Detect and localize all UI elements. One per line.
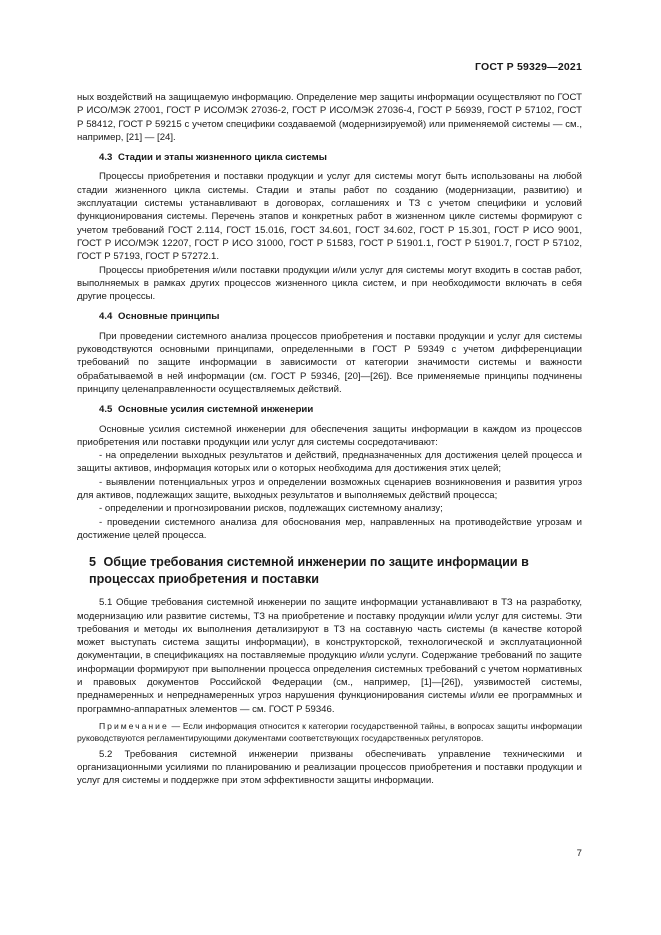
page-number: 7 xyxy=(576,848,582,859)
subsection-4-3-heading xyxy=(77,151,582,164)
subsection-title: Стадии и этапы жизненного цикла системы xyxy=(118,152,327,164)
subsection-number: 4.3 xyxy=(99,152,113,164)
subsection-4-3-paragraph-2: Процессы приобретения и/или поставки продукции и/или услуг для системы могут входить в состав работ, выполняемых в рамках других процессов жизненного цикла систем, и при необходимости включать в себя другие процессы. xyxy=(77,264,582,303)
document-code-header: ГОСТ Р 59329—2021 xyxy=(474,61,582,73)
clause-5-2-paragraph: 5.2 Требования системной инженерии призваны обеспечивать управление техническими и организационными усилиями по планированию и реализации процессов приобретения и поставки продукции и услуг для системы и поддержке при этом эффективности защиты информации. xyxy=(77,748,582,787)
list-item: - выявлении потенциальных угроз и определении возможных сценариев возникновения и развития угроз для активов, подлежащих защите, выходных результатов и выполняемых действий процесса; xyxy=(77,476,582,502)
subsection-title: Основные усилия системной инженерии xyxy=(118,404,314,416)
note-paragraph xyxy=(77,720,582,744)
subsection-4-4-paragraph-1: При проведении системного анализа процессов приобретения и поставки продукции и услуг для системы руководствуются основными принципами, определенными в ГОСТ Р 59349 с учетом дифференциации требований по защите информации в зависимости от категории значимости системы и важности обрабатываемой в ней информации (см. ГОСТ Р 59346, [20]—[26]). Все применяемые принципы подчинены принципу целенаправленности осуществляемых действий. xyxy=(77,330,582,395)
subsection-number: 4.4 xyxy=(99,311,113,323)
subsection-4-5-paragraph-1: Основные усилия системной инженерии для обеспечения защиты информации в каждом из процессов приобретения или поставки продукции или услуг для системы сосредотачивают: xyxy=(77,423,582,448)
section-5-heading xyxy=(77,554,582,587)
continued-paragraph: ных воздействий на защищаемую информацию. Определение мер защиты информации осуществляют по ГОСТ Р ИСО/МЭК 27001, ГОСТ Р ИСО/МЭК 27036-2, ГОСТ Р ИСО/МЭК 27036-4, ГОСТ Р 56939, ГОСТ Р 57102, ГОСТ Р 58412, ГОСТ Р 59215 с учетом специфики создаваемой (модернизируемой) или применяемой системы — см., например, [21] — [24]. xyxy=(77,92,582,143)
clause-5-1-paragraph: 5.1 Общие требования системной инженерии по защите информации устанавливают в ТЗ на разработку, модернизацию или развитие системы, ТЗ на приобретение и поставку продукции и/или услуг для системы. Эти требования и методы их выполнения детализируют в ТЗ на составную часть системы (в качестве которой может выступать система защиты информации), в конструкторской, технологической и эксплуатационной документации, в спецификациях на поставляемые продукцию и/или услуги. Содержание требований по защите информации формируют при выполнении процесса определения системных требований с учетом нормативных и правовых документов Российской Федерации (см., например, [1]—[26]), уязвимостей системы, преднамеренных и непреднамеренных угроз нарушения функционирования системы и/или ее программных и программно-аппаратных элементов — см. ГОСТ Р 59346. xyxy=(77,597,582,715)
list-item: - проведении системного анализа для обоснования мер, направленных на противодействие угрозам и достижение целей процесса. xyxy=(77,516,582,541)
section-title: Общие требования системной инженерии по защите информации в процессах приобретения и поставки xyxy=(89,555,529,586)
subsection-title: Основные принципы xyxy=(118,311,220,323)
subsection-4-4-heading xyxy=(77,310,582,323)
note-label: Примечание xyxy=(99,720,169,731)
subsection-4-5-heading xyxy=(77,403,582,416)
list-item: - определении и прогнозировании рисков, подлежащих системному анализу; xyxy=(99,503,443,515)
section-number: 5 xyxy=(89,555,97,570)
list-item: - на определении выходных результатов и действий, предназначенных для достижения целей процесса и защиты активов, информация которых или о которых необходима для достижения этих целей; xyxy=(77,450,582,475)
subsection-number: 4.5 xyxy=(99,404,113,416)
note-text: — Если информация относится к категории государственной тайны, в вопросах защиты информации руководствуются регламентирующими документами соответствующих государственных регуляторов. xyxy=(77,720,582,743)
subsection-4-3-paragraph-1: Процессы приобретения и поставки продукции и услуг для системы могут быть использованы на любой стадии жизненного цикла системы. Стадии и этапы работ по созданию (модернизации, развитию) и эксплуатации системы устанавливают в договорах, соглашениях и ТЗ с учетом специфики и условий функционирования системы. Перечень этапов и конкретных работ в жизненном цикле системы формируют с учетом требований ГОСТ 2.114, ГОСТ 15.016, ГОСТ 34.601, ГОСТ 34.602, ГОСТ Р 15.301, ГОСТ Р ИСО 9001, ГОСТ Р ИСО/МЭК 12207, ГОСТ Р ИСО 31000, ГОСТ Р 51583, ГОСТ Р 51901.1, ГОСТ Р 51901.7, ГОСТ Р 57102, ГОСТ Р 57193, ГОСТ Р 57272.1. xyxy=(77,171,582,263)
document-body xyxy=(77,91,582,788)
